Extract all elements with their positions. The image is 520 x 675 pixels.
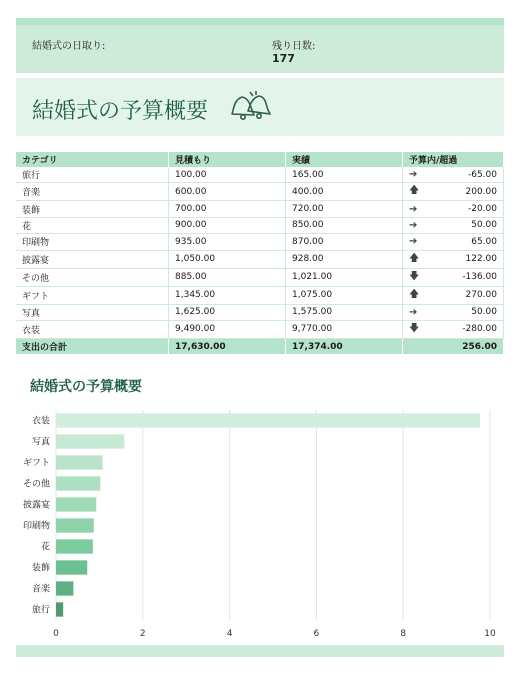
bar (56, 560, 87, 574)
column-header: 予算内/超過 (403, 152, 504, 167)
category-cell: その他 (16, 268, 169, 286)
diff-cell (403, 250, 504, 268)
diff-cell (403, 234, 504, 250)
table-row (16, 234, 504, 250)
diff-value: 122.00 (465, 254, 497, 265)
diff-cell (403, 268, 504, 286)
trend-arrow-icon: 🡅 (409, 288, 420, 300)
diff-value: 65.00 (471, 236, 497, 247)
bar (56, 539, 93, 553)
actual-cell: 165.00 (286, 167, 403, 183)
estimate-cell: 900.00 (169, 217, 286, 233)
estimate-cell: 9,490.00 (169, 320, 286, 338)
trend-arrow-icon: 🡅 (409, 252, 420, 264)
table-row (16, 167, 504, 183)
category-cell: 花 (16, 217, 169, 233)
trend-arrow-icon: 🡇 (409, 270, 420, 282)
actual-cell: 400.00 (286, 183, 403, 201)
table-row (16, 183, 504, 201)
category-label: ギフト (22, 458, 50, 469)
table-row (16, 201, 504, 217)
total-diff: 256.00 (403, 338, 504, 354)
total-label: 支出の合計 (16, 338, 169, 354)
category-cell: 写真 (16, 304, 169, 320)
estimate-cell: 100.00 (169, 167, 286, 183)
wedding-date-label: 結婚式の日取り: (32, 41, 106, 52)
diff-cell (403, 217, 504, 233)
actual-cell: 928.00 (286, 250, 403, 268)
top-accent-bar (16, 18, 504, 25)
info-bar (16, 25, 504, 73)
category-cell: 印刷物 (16, 234, 169, 250)
diff-cell (403, 286, 504, 304)
category-label: 花 (40, 542, 50, 553)
trend-arrow-icon: ➔ (409, 203, 418, 215)
category-cell: 衣装 (16, 320, 169, 338)
category-label: 衣装 (31, 416, 50, 427)
actual-cell: 1,021.00 (286, 268, 403, 286)
diff-cell (403, 320, 504, 338)
category-cell: 装飾 (16, 201, 169, 217)
estimate-cell: 935.00 (169, 234, 286, 250)
actual-cell: 1,075.00 (286, 286, 403, 304)
diff-cell (403, 201, 504, 217)
page-title: 結婚式の予算概要 (32, 99, 209, 124)
actual-cell: 720.00 (286, 201, 403, 217)
category-label: 披露宴 (22, 500, 50, 511)
bar (56, 455, 103, 469)
trend-arrow-icon: 🡇 (409, 322, 420, 334)
estimate-cell: 1,050.00 (169, 250, 286, 268)
footer-bar (16, 645, 504, 657)
actual-cell: 9,770.00 (286, 320, 403, 338)
estimate-cell: 1,625.00 (169, 304, 286, 320)
x-tick-label: 0 (53, 629, 59, 639)
estimate-cell: 885.00 (169, 268, 286, 286)
estimate-cell: 700.00 (169, 201, 286, 217)
bar (56, 434, 124, 448)
estimate-cell: 1,345.00 (169, 286, 286, 304)
column-header: 実績 (286, 152, 403, 167)
diff-value: 50.00 (471, 220, 497, 231)
wedding-bells-icon (226, 88, 276, 124)
table-row (16, 268, 504, 286)
bar (56, 413, 480, 427)
column-header: 見積もり (169, 152, 286, 167)
category-label: その他 (22, 479, 50, 490)
actual-cell: 850.00 (286, 217, 403, 233)
diff-cell (403, 167, 504, 183)
trend-arrow-icon: ➔ (409, 219, 418, 231)
bar (56, 581, 73, 595)
bar (56, 518, 94, 532)
diff-value: -65.00 (467, 169, 497, 180)
category-cell: 音楽 (16, 183, 169, 201)
table-row (16, 286, 504, 304)
chart-title: 結婚式の予算概要 (30, 379, 142, 395)
total-estimate: 17,630.00 (169, 338, 286, 354)
table-row (16, 250, 504, 268)
days-remaining-value: 177 (272, 52, 295, 65)
budget-table (16, 152, 504, 354)
title-bar (16, 78, 504, 136)
table-row (16, 217, 504, 233)
category-label: 音楽 (31, 584, 50, 595)
trend-arrow-icon: ➔ (409, 306, 418, 318)
x-tick-label: 4 (226, 629, 233, 639)
trend-arrow-icon: 🡅 (409, 185, 420, 197)
trend-arrow-icon: ➔ (409, 236, 418, 248)
table-header-row (16, 152, 504, 167)
x-tick-label: 8 (400, 629, 407, 639)
category-cell: 披露宴 (16, 250, 169, 268)
table-row (16, 320, 504, 338)
actual-cell: 1,575.00 (286, 304, 403, 320)
days-remaining-label: 残り日数: (272, 41, 316, 52)
bar (56, 476, 100, 490)
actual-cell: 870.00 (286, 234, 403, 250)
trend-arrow-icon: ➔ (409, 169, 418, 181)
category-label: 印刷物 (22, 521, 50, 532)
bar (56, 497, 96, 511)
diff-cell (403, 183, 504, 201)
diff-value: 270.00 (465, 290, 497, 301)
total-actual: 17,374.00 (286, 338, 403, 354)
x-tick-label: 10 (484, 629, 496, 639)
table-row (16, 304, 504, 320)
estimate-cell: 600.00 (169, 183, 286, 201)
total-row (16, 338, 504, 354)
column-header: カテゴリ (16, 152, 169, 167)
diff-value: -136.00 (462, 272, 497, 283)
category-label: 装飾 (31, 563, 50, 574)
diff-value: -20.00 (467, 204, 497, 215)
diff-value: -280.00 (462, 324, 497, 335)
budget-bar-chart (16, 400, 504, 645)
x-tick-label: 2 (139, 629, 146, 639)
bar (56, 602, 63, 616)
category-label: 旅行 (31, 605, 50, 616)
category-label: 写真 (31, 437, 50, 448)
diff-value: 200.00 (465, 186, 497, 197)
category-cell: 旅行 (16, 167, 169, 183)
x-tick-label: 6 (313, 629, 320, 639)
diff-cell (403, 304, 504, 320)
category-cell: ギフト (16, 286, 169, 304)
diff-value: 50.00 (471, 307, 497, 318)
